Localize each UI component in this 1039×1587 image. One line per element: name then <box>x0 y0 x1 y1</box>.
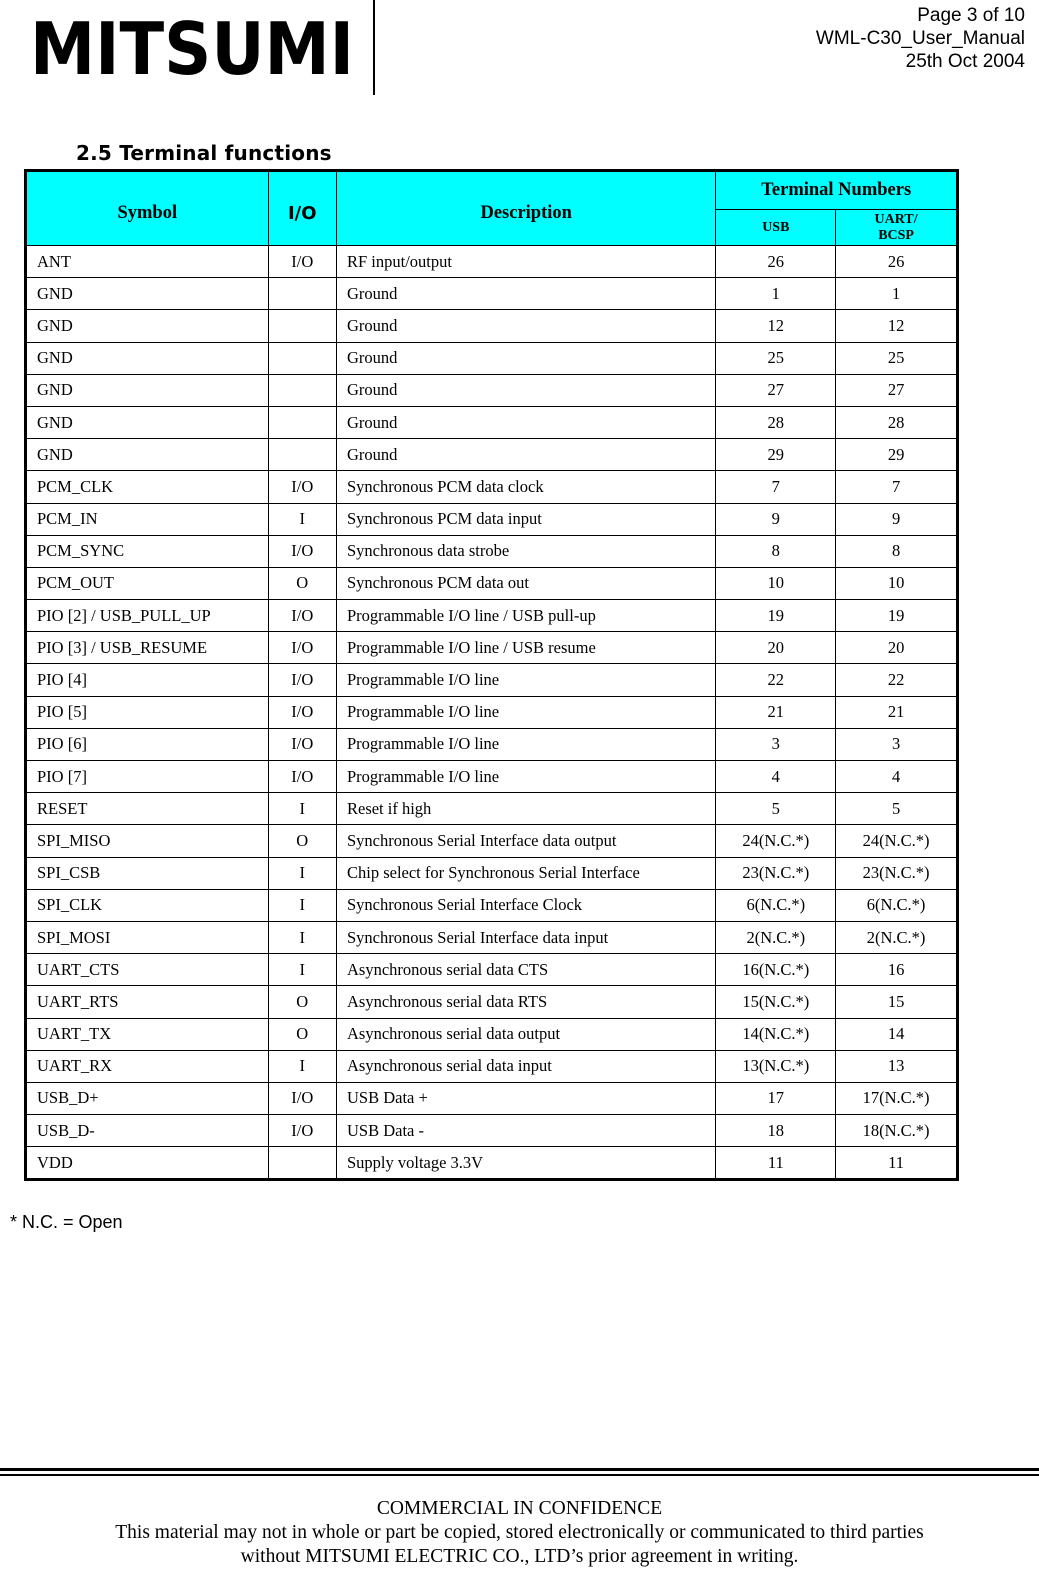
header-io: I/O <box>268 171 336 246</box>
cell-description: Programmable I/O line <box>336 728 715 760</box>
cell-uart-bcsp: 10 <box>836 567 958 599</box>
cell-io: I <box>268 1050 336 1082</box>
cell-symbol: USB_D+ <box>26 1082 269 1114</box>
cell-symbol: GND <box>26 310 269 342</box>
cell-symbol: SPI_MOSI <box>26 921 269 953</box>
cell-description: Programmable I/O line / USB pull-up <box>336 600 715 632</box>
cell-usb: 1 <box>716 278 836 310</box>
cell-uart-bcsp: 2(N.C.*) <box>836 921 958 953</box>
cell-description: Ground <box>336 439 715 471</box>
cell-symbol: PIO [5] <box>26 696 269 728</box>
footer-rule <box>0 1468 1039 1471</box>
cell-symbol: GND <box>26 406 269 438</box>
table-row <box>26 857 958 889</box>
cell-io: I <box>268 503 336 535</box>
cell-description: Synchronous PCM data clock <box>336 471 715 503</box>
cell-io: I/O <box>268 632 336 664</box>
table-row <box>26 921 958 953</box>
cell-symbol: PIO [4] <box>26 664 269 696</box>
cell-usb: 16(N.C.*) <box>716 954 836 986</box>
cell-symbol: PCM_IN <box>26 503 269 535</box>
header-usb: USB <box>716 210 836 246</box>
cell-uart-bcsp: 13 <box>836 1050 958 1082</box>
cell-io <box>268 310 336 342</box>
cell-io <box>268 439 336 471</box>
cell-symbol: SPI_CSB <box>26 857 269 889</box>
table-row <box>26 246 958 278</box>
cell-usb: 29 <box>716 439 836 471</box>
cell-uart-bcsp: 18(N.C.*) <box>836 1115 958 1147</box>
cell-uart-bcsp: 12 <box>836 310 958 342</box>
cell-io: O <box>268 567 336 599</box>
cell-description: Synchronous PCM data input <box>336 503 715 535</box>
cell-usb: 25 <box>716 342 836 374</box>
cell-description: Programmable I/O line <box>336 761 715 793</box>
cell-usb: 17 <box>716 1082 836 1114</box>
cell-description: Asynchronous serial data input <box>336 1050 715 1082</box>
footer-rule-thin <box>0 1474 1039 1476</box>
section-title: 2.5 Terminal functions <box>76 141 332 165</box>
cell-io: I <box>268 921 336 953</box>
cell-usb: 12 <box>716 310 836 342</box>
cell-io: O <box>268 825 336 857</box>
cell-io: I <box>268 857 336 889</box>
footer-title: COMMERCIAL IN CONFIDENCE <box>376 1498 663 1519</box>
cell-io <box>268 1147 336 1180</box>
cell-usb: 11 <box>716 1147 836 1180</box>
cell-usb: 10 <box>716 567 836 599</box>
cell-uart-bcsp: 14 <box>836 1018 958 1050</box>
footer-line2: This material may not in whole or part be copied, stored electronically or communicated to third parties <box>115 1522 924 1543</box>
cell-symbol: GND <box>26 278 269 310</box>
cell-io <box>268 278 336 310</box>
header-uart-line2: BCSP <box>878 227 914 243</box>
cell-usb: 4 <box>716 761 836 793</box>
cell-io: O <box>268 986 336 1018</box>
cell-io: I/O <box>268 664 336 696</box>
cell-usb: 20 <box>716 632 836 664</box>
cell-usb: 7 <box>716 471 836 503</box>
cell-io: I/O <box>268 696 336 728</box>
table-row <box>26 793 958 825</box>
mitsumi-logo <box>28 10 358 82</box>
cell-usb: 9 <box>716 503 836 535</box>
terminal-functions-table <box>24 169 959 1181</box>
table-row <box>26 374 958 406</box>
table-row <box>26 761 958 793</box>
table-row <box>26 1082 958 1114</box>
page-header <box>816 4 1025 73</box>
cell-usb: 19 <box>716 600 836 632</box>
cell-usb: 27 <box>716 374 836 406</box>
cell-description: USB Data + <box>336 1082 715 1114</box>
cell-io: I/O <box>268 246 336 278</box>
cell-usb: 6(N.C.*) <box>716 889 836 921</box>
cell-usb: 5 <box>716 793 836 825</box>
cell-usb: 21 <box>716 696 836 728</box>
header-symbol: Symbol <box>26 171 269 246</box>
cell-description: Programmable I/O line <box>336 696 715 728</box>
table-row <box>26 471 958 503</box>
cell-symbol: UART_RTS <box>26 986 269 1018</box>
cell-symbol: RESET <box>26 793 269 825</box>
page-number: Page 3 of 10 <box>917 5 1025 26</box>
table-row <box>26 825 958 857</box>
table-row <box>26 986 958 1018</box>
cell-description: Synchronous Serial Interface data input <box>336 921 715 953</box>
cell-uart-bcsp: 4 <box>836 761 958 793</box>
header-uart-line1: UART/ <box>874 211 918 227</box>
cell-uart-bcsp: 16 <box>836 954 958 986</box>
table-row <box>26 664 958 696</box>
cell-description: Ground <box>336 278 715 310</box>
cell-io: I/O <box>268 1115 336 1147</box>
cell-io: I/O <box>268 600 336 632</box>
cell-uart-bcsp: 5 <box>836 793 958 825</box>
cell-uart-bcsp: 6(N.C.*) <box>836 889 958 921</box>
cell-description: Ground <box>336 406 715 438</box>
cell-usb: 8 <box>716 535 836 567</box>
cell-io <box>268 374 336 406</box>
cell-uart-bcsp: 24(N.C.*) <box>836 825 958 857</box>
cell-usb: 22 <box>716 664 836 696</box>
document-date: 25th Oct 2004 <box>905 51 1025 72</box>
cell-uart-bcsp: 29 <box>836 439 958 471</box>
cell-symbol: VDD <box>26 1147 269 1180</box>
cell-uart-bcsp: 9 <box>836 503 958 535</box>
cell-symbol: PCM_CLK <box>26 471 269 503</box>
cell-description: USB Data - <box>336 1115 715 1147</box>
cell-usb: 26 <box>716 246 836 278</box>
header-uart-bcsp <box>836 210 958 246</box>
table-row <box>26 503 958 535</box>
cell-description: Supply voltage 3.3V <box>336 1147 715 1180</box>
cell-io: I <box>268 793 336 825</box>
header-terminal-numbers: Terminal Numbers <box>716 171 958 210</box>
cell-description: Synchronous Serial Interface data output <box>336 825 715 857</box>
cell-uart-bcsp: 8 <box>836 535 958 567</box>
cell-uart-bcsp: 28 <box>836 406 958 438</box>
table-row <box>26 439 958 471</box>
cell-usb: 18 <box>716 1115 836 1147</box>
cell-io <box>268 406 336 438</box>
logo-divider <box>373 0 375 95</box>
cell-uart-bcsp: 1 <box>836 278 958 310</box>
cell-description: Ground <box>336 374 715 406</box>
cell-symbol: PIO [6] <box>26 728 269 760</box>
table-row <box>26 1147 958 1180</box>
cell-symbol: SPI_MISO <box>26 825 269 857</box>
cell-symbol: PIO [3] / USB_RESUME <box>26 632 269 664</box>
cell-uart-bcsp: 25 <box>836 342 958 374</box>
cell-symbol: UART_RX <box>26 1050 269 1082</box>
cell-description: Synchronous PCM data out <box>336 567 715 599</box>
cell-uart-bcsp: 23(N.C.*) <box>836 857 958 889</box>
table-row <box>26 632 958 664</box>
cell-usb: 15(N.C.*) <box>716 986 836 1018</box>
cell-uart-bcsp: 7 <box>836 471 958 503</box>
cell-uart-bcsp: 15 <box>836 986 958 1018</box>
cell-uart-bcsp: 17(N.C.*) <box>836 1082 958 1114</box>
table-body <box>26 246 958 1180</box>
cell-symbol: ANT <box>26 246 269 278</box>
document-name: WML-C30_User_Manual <box>815 28 1025 49</box>
cell-symbol: UART_CTS <box>26 954 269 986</box>
logo-wordmark: MITSUMI <box>30 10 354 82</box>
cell-usb: 3 <box>716 728 836 760</box>
cell-io: I/O <box>268 535 336 567</box>
cell-usb: 28 <box>716 406 836 438</box>
cell-symbol: GND <box>26 342 269 374</box>
cell-symbol: SPI_CLK <box>26 889 269 921</box>
cell-uart-bcsp: 26 <box>836 246 958 278</box>
cell-symbol: UART_TX <box>26 1018 269 1050</box>
cell-symbol: PIO [2] / USB_PULL_UP <box>26 600 269 632</box>
table-row <box>26 1115 958 1147</box>
cell-description: Reset if high <box>336 793 715 825</box>
table-row <box>26 1050 958 1082</box>
cell-uart-bcsp: 22 <box>836 664 958 696</box>
cell-description: RF input/output <box>336 246 715 278</box>
table-header <box>26 171 958 246</box>
table-row <box>26 728 958 760</box>
footer-line3: without MITSUMI ELECTRIC CO., LTD’s prior agreement in writing. <box>240 1546 799 1567</box>
cell-io: I/O <box>268 761 336 793</box>
cell-description: Asynchronous serial data output <box>336 1018 715 1050</box>
cell-symbol: GND <box>26 439 269 471</box>
table-row <box>26 342 958 374</box>
cell-uart-bcsp: 20 <box>836 632 958 664</box>
table-row <box>26 1018 958 1050</box>
cell-usb: 24(N.C.*) <box>716 825 836 857</box>
cell-uart-bcsp: 19 <box>836 600 958 632</box>
cell-description: Programmable I/O line <box>336 664 715 696</box>
table-row <box>26 278 958 310</box>
cell-description: Asynchronous serial data RTS <box>336 986 715 1018</box>
cell-usb: 13(N.C.*) <box>716 1050 836 1082</box>
table-row <box>26 889 958 921</box>
table-row <box>26 696 958 728</box>
cell-io: I/O <box>268 1082 336 1114</box>
cell-io: I <box>268 889 336 921</box>
cell-description: Ground <box>336 342 715 374</box>
table-row <box>26 567 958 599</box>
cell-io: I/O <box>268 728 336 760</box>
table-row <box>26 954 958 986</box>
cell-description: Synchronous data strobe <box>336 535 715 567</box>
cell-description: Synchronous Serial Interface Clock <box>336 889 715 921</box>
cell-symbol: PIO [7] <box>26 761 269 793</box>
cell-io: I/O <box>268 471 336 503</box>
table-row <box>26 600 958 632</box>
cell-uart-bcsp: 27 <box>836 374 958 406</box>
table-row <box>26 310 958 342</box>
cell-io <box>268 342 336 374</box>
header-description: Description <box>336 171 715 246</box>
cell-usb: 14(N.C.*) <box>716 1018 836 1050</box>
cell-symbol: USB_D- <box>26 1115 269 1147</box>
cell-description: Chip select for Synchronous Serial Interface <box>336 857 715 889</box>
cell-description: Programmable I/O line / USB resume <box>336 632 715 664</box>
cell-usb: 23(N.C.*) <box>716 857 836 889</box>
cell-uart-bcsp: 3 <box>836 728 958 760</box>
confidentiality-footer <box>0 1497 1039 1569</box>
cell-symbol: GND <box>26 374 269 406</box>
cell-uart-bcsp: 21 <box>836 696 958 728</box>
footnote: * N.C. = Open <box>10 1212 123 1232</box>
cell-uart-bcsp: 11 <box>836 1147 958 1180</box>
cell-io: I <box>268 954 336 986</box>
cell-usb: 2(N.C.*) <box>716 921 836 953</box>
cell-io: O <box>268 1018 336 1050</box>
cell-symbol: PCM_OUT <box>26 567 269 599</box>
cell-description: Asynchronous serial data CTS <box>336 954 715 986</box>
table-row <box>26 406 958 438</box>
cell-description: Ground <box>336 310 715 342</box>
cell-symbol: PCM_SYNC <box>26 535 269 567</box>
table-row <box>26 535 958 567</box>
